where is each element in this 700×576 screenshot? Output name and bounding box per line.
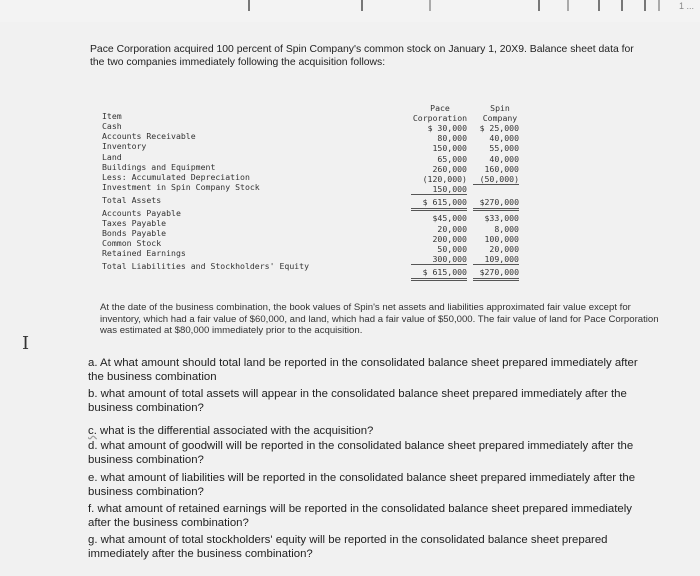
question-prefix: f.	[88, 503, 95, 515]
question-g	[88, 534, 644, 561]
item-label: Accounts Payable	[102, 207, 181, 218]
spin-value: 20,000	[489, 243, 519, 254]
pace-value: 65,000	[437, 153, 467, 164]
strip-mark	[621, 0, 623, 11]
pace-value: $ 30,000	[427, 123, 467, 133]
question-text: what amount of total assets will appear in the consolidated balance sheet prepared immediately after the business combination?	[88, 388, 627, 414]
spin-value: 100,000	[484, 233, 519, 244]
item-label: Cash	[102, 121, 122, 131]
item-label: Inventory	[102, 141, 147, 152]
question-prefix: a.	[88, 357, 98, 369]
spin-total: $270,000	[473, 197, 519, 211]
item-label: Investment in Spin Company Stock	[102, 182, 260, 193]
strip-mark	[658, 0, 660, 11]
question-text: what is the differential associated with the acquisition?	[96, 425, 374, 437]
item-label: Accounts Receivable	[102, 131, 196, 142]
pace-value: 80,000	[437, 133, 467, 144]
item-label: Total Liabilities and Stockholders' Equity	[102, 261, 310, 272]
question-text: what amount of liabilities will be reported in the consolidated balance sheet prepared immediately after the business combination?	[88, 472, 636, 498]
question-text: what amount of goodwill will be reported in the consolidated balance sheet prepared immediately after the business combination?	[88, 440, 634, 466]
spin-value: 160,000	[484, 163, 519, 174]
spin-column	[473, 123, 519, 281]
pace-value: $45,000	[432, 213, 467, 224]
spin-value: 8,000	[494, 223, 519, 234]
pace-column	[411, 123, 467, 281]
spin-header: Spin Company	[482, 103, 518, 123]
question-prefix: e.	[88, 472, 98, 484]
strip-mark	[567, 0, 569, 11]
item-header: Item	[102, 110, 122, 121]
pace-value: 20,000	[437, 223, 467, 234]
question-prefix: c.	[88, 425, 97, 437]
item-label: Retained Earnings	[102, 248, 186, 259]
question-d	[88, 440, 644, 467]
item-column	[102, 101, 309, 272]
strip-mark	[644, 0, 646, 11]
pace-value: 150,000	[411, 184, 467, 195]
strip-mark	[538, 0, 540, 11]
pace-value: 50,000	[437, 243, 467, 254]
pace-header: Pace Corporation	[412, 103, 468, 123]
spin-value: (50,000)	[473, 174, 519, 185]
question-text: what amount of retained earnings will be reported in the consolidated balance sheet prepared immediately after the business combination?	[88, 503, 632, 529]
spin-value: 55,000	[489, 143, 519, 154]
item-label: Common Stock	[102, 238, 162, 249]
item-label: Less: Accumulated Depreciation	[102, 171, 250, 182]
spin-total: $270,000	[473, 267, 519, 281]
pace-total: $ 615,000	[411, 267, 467, 281]
spin-value: 40,000	[489, 153, 519, 164]
question-text: At what amount should total land be reported in the consolidated balance sheet prepared immediately after the business combination	[88, 357, 638, 383]
question-text: what amount of total stockholders' equity will be reported in the consolidated balance sheet prepared immediately after the business combination?	[88, 534, 608, 560]
intro-text: Pace Corporation acquired 100 percent of Spin Company's common stock on January 1, 20X9. Balance sheet data for the two companies immediately following the acquisition follows:	[90, 44, 634, 68]
spin-value: $ 25,000	[479, 123, 519, 133]
question-c	[88, 425, 644, 439]
question-b	[88, 388, 644, 415]
question-a	[88, 357, 644, 384]
item-label: Buildings and Equipment	[102, 161, 216, 172]
spin-value: 109,000	[473, 254, 519, 265]
spin-value: 40,000	[489, 133, 519, 144]
strip-mark	[598, 0, 600, 11]
item-label: Land	[102, 151, 122, 162]
question-prefix: g.	[88, 534, 98, 546]
item-label: Total Assets	[102, 195, 162, 206]
question-prefix: b.	[88, 388, 98, 400]
pace-value: 300,000	[411, 254, 467, 265]
pace-value: 200,000	[432, 233, 467, 244]
strip-mark	[361, 0, 363, 11]
strip-mark	[429, 0, 431, 11]
balance-sheet-table	[99, 101, 531, 281]
pace-total: $ 615,000	[411, 197, 467, 211]
spin-value	[473, 185, 519, 195]
question-e	[88, 472, 644, 499]
top-strip	[0, 0, 700, 23]
pace-value: 260,000	[432, 163, 467, 174]
corner-label: 1 ...	[678, 1, 694, 11]
pace-value: 150,000	[432, 143, 467, 154]
strip-mark	[248, 0, 250, 11]
context-paragraph: At the date of the business combination, the book values of Spin's net assets and liabilities approximated fair value except for inventory, which had a fair value of $60,000, and land, which had a fair value of $50,000. The fair value of land for Pace Corporation was estimated at $80,000 immediately prior to the acquisition.	[100, 302, 659, 337]
pace-value: (120,000)	[422, 173, 467, 184]
item-label: Bonds Payable	[102, 227, 167, 238]
question-f	[88, 503, 644, 530]
text-cursor-icon: I	[22, 333, 30, 354]
item-label: Taxes Payable	[102, 217, 167, 228]
question-prefix: d.	[88, 440, 98, 452]
spin-value: $33,000	[484, 213, 519, 224]
